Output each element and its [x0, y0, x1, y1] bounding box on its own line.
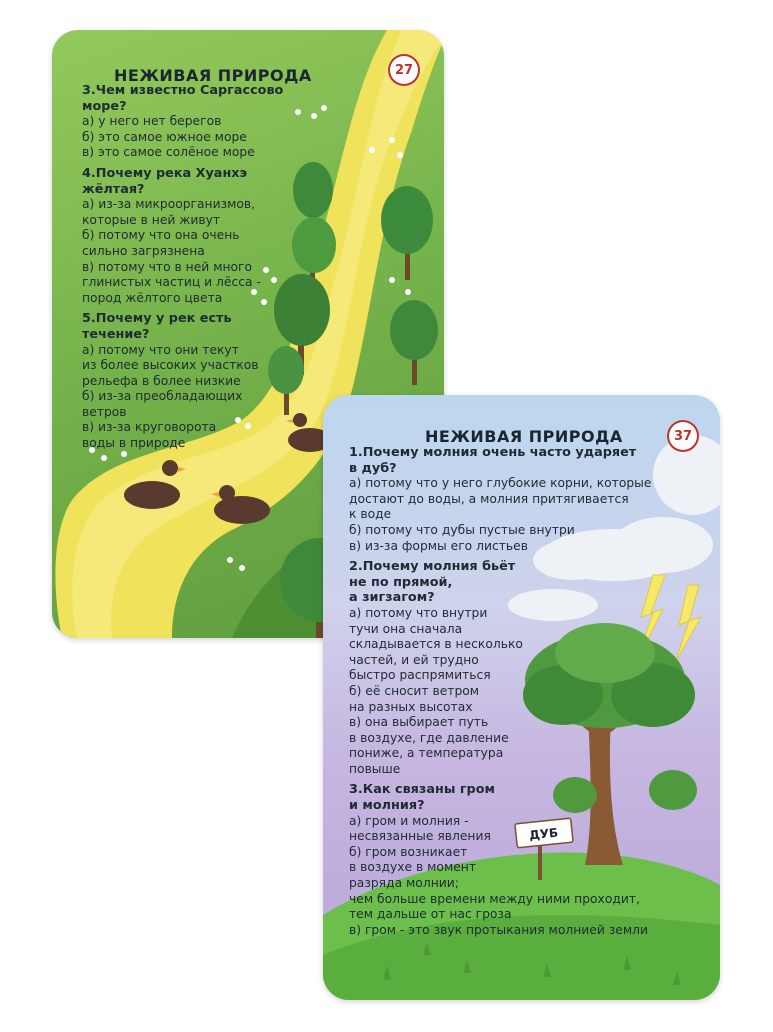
sign-label: ДУБ	[528, 825, 559, 843]
answer-options: а) потому что внутри тучи она сначала складывается в несколько частей, и ей трудно быстро распрямиться б) её сносит ветром на разных высотах в) она выбирает путь в воздухе, где давление пониже, а температура повыше	[349, 605, 523, 776]
card-title: НЕЖИВАЯ ПРИРОДА	[425, 427, 623, 446]
answer-options: а) потому что они текут из более высоких участков рельефа в более низкие б) из-за преобладающих ветров в) из-за круговорота воды в природе	[82, 342, 259, 451]
question-text: 4.Почему река Хуанхэ жёлтая?	[82, 165, 248, 197]
question-block	[82, 166, 297, 306]
question-block	[349, 559, 704, 777]
question-text: 3.Чем известно Саргассово море?	[82, 83, 284, 114]
question-block	[82, 83, 297, 161]
answer-options: а) из-за микроорганизмов, которые в ней живут б) потому что она очень сильно загрязнена в) потому что в ней много глинистых частиц и лёсса - пород жёлтого цвета	[82, 197, 261, 305]
question-block	[349, 782, 704, 938]
answer-options: а) потому что у него глубокие корни, которые достают до воды, а молния притягивается к воде б) потому что дубы пустые внутри в) из-за формы его листьев	[349, 476, 652, 553]
question-block	[349, 445, 704, 554]
question-list	[349, 445, 704, 943]
question-text: 2.Почему молния бьёт не по прямой, а зигзагом?	[349, 559, 516, 606]
card-number-badge: 27	[388, 54, 420, 86]
question-list	[82, 83, 297, 457]
card-title: НЕЖИВАЯ ПРИРОДА	[114, 66, 312, 85]
card-number-badge: 37	[667, 420, 699, 452]
question-text: 5.Почему у рек есть течение?	[82, 311, 232, 342]
question-text: 1.Почему молния очень часто ударяет в дуб?	[349, 445, 637, 476]
question-text: 3.Как связаны гром и молния?	[349, 782, 495, 814]
answer-options: а) гром и молния - несвязанные явления б) гром возникает в воздухе в момент разряда молнии; чем больше времени между ними проходит, тем дальше от нас гроза в) гром - это звук протыкания молнией земли	[349, 813, 648, 937]
quiz-card-37	[323, 395, 720, 1000]
question-block	[82, 311, 297, 451]
answer-options: а) у него нет берегов б) это самое южное море в) это самое солёное море	[82, 114, 255, 160]
